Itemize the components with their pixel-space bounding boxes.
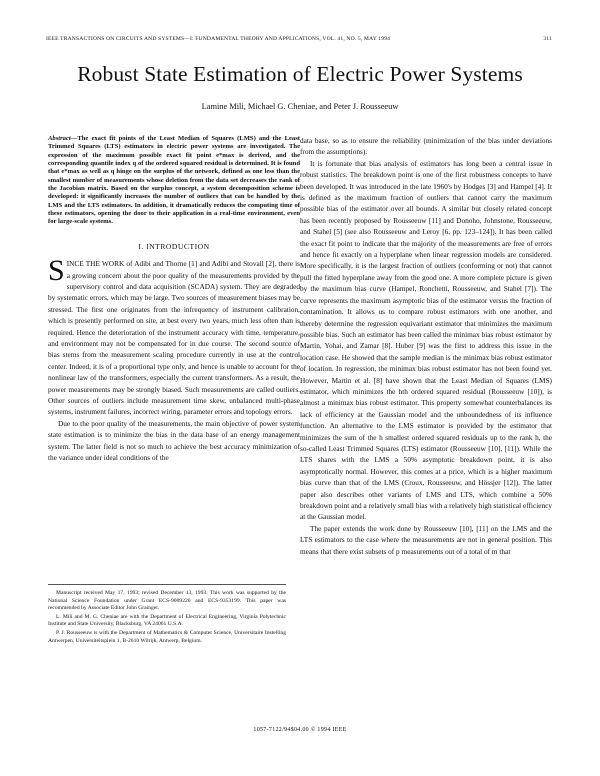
right-paragraph-2: It is fortunate that bias analysis of estimators has long been a central issue in robust statistics. The breakdown point is one of the first robustness concepts to have been developed. It was introduced in the late 1960's by Hodges [3] and Hampel [4]. It is defined as the maximum fraction of outliers that cannot carry the maximum possible bias of the estimator over all bounds. A similar but closely related concept has been recently proposed by Rousseeuw [11] and Donoho, Johnstone, Rousseeuw, and Stahel [5] (see also Rousseeuw and Leroy [6, pp. 123–124]). It has been called the exact fit point to indicate that the majority of the measurements are free of errors and hence fit exactly on a hyperplane when linear regression models are considered. More specifically, it is the largest fraction of outliers (conforming or not) that cannot pull the fitted hyperplane away from the good one. A more complete picture is given by the maximum bias curve (Hampel, Ronchetti, Rousseeuw, and Stahel [7]). The curve represents the maximum asymptotic bias of the estimator versus the fraction of contamination. It allows us to compare robust estimators with one another, and thereby determine the regression equivariant estimator that minimizes the maximum possible bias. Such an estimator has been called the minimax bias robust estimator by Martin, Yohai, and Zamar [8]. Huber [9] was the first to address this issue in the location case. He showed that the sample median is the minimax bias robust estimator of location. In regression, the minimax bias robust estimator has not been found yet. However, Martin et al. [8] have shown that the Least Median of Squares (LMS) estimator, which minimizes the hth ordered squared residual (Rousseeuw [10]), is almost a minimax bias robust estimator. This property somewhat counterbalances its lack of efficiency at the Gaussian model and the unboundedness of its influence function. An alternative to the LMS estimator is provided by the estimator that minimizes the sum of the h smallest ordered squared residuals up to the rank h, the so-called Least Trimmed Squares (LTS) estimator (Rousseeuw [10], [11]). While the LTS shares with the LMS a 50% asymptotic breakdown point, it is also asymptotically normal. However, this comes at a price, which is a higher maximum bias curve than that of the LMS (Croux, Rousseeuw, and Hössjer [12]). The latter paper also describes other variants of LMS and LTS, which combine a 50% breakdown point and a relatively small bias with a relatively high statistical efficiency at the Gaussian model.: [300, 158, 552, 522]
abstract-text: The exact fit points of the Least Median of Squares (LMS) and the Least Trimmed Squares (LTS) estimators in electric power systems are investigated. The expression of the maximum possible exact fit point e*max is derived, and the corresponding quantile index q of the ordered squared residual is determined. It is found that e*max as well as q hinge on the surplus of the network, defined as one less than the smallest number of measurements whose deletion from the data set decreases the rank of the Jacobian matrix. Based on the surplus concept, a system decomposition scheme is developed: it significantly increases the number of outliers that can be handled by the LMS and the LTS estimators. In addition, it dramatically reduces the computing time of these estimators, opening the door to their application in a real-time environment, even for large-scale systems.: [48, 135, 300, 226]
right-paragraph-3: The paper extends the work done by Rousseeuw [10], [11] on the LMS and the LTS estimators to the case where the measurements are not in general position. This means that there exist subsets of p measurements out of a total of m that: [300, 523, 552, 556]
footnotes: [48, 590, 286, 646]
author-list: Lamine Mili, Michael G. Cheniae, and Peter J. Rousseeuw: [201, 102, 399, 111]
drop-cap: S: [48, 254, 65, 288]
footnote-author-antwerp: P. J. Rousseeuw is with the Department of Mathematics & Computer Science, Universitaire Instelling Antwerpen, Universiteitsplein 1, B-2610 Wilrijk, Antwerp, Belgium.: [48, 629, 286, 644]
footnote-manuscript: Manuscript received May 17, 1993; revised December 13, 1993. This work was supported by the National Science Foundation under Grant ECS-9009220 and ECS-9353199. This paper was recommended by Associate Editor John Grainger.: [48, 590, 286, 612]
abstract: [48, 135, 300, 227]
copyright-line: 1057-7122/94$04.00 © 1994 IEEE: [253, 727, 347, 733]
left-column: [48, 135, 300, 464]
abstract-label: Abstract—: [48, 135, 78, 142]
footnote-rule: [48, 584, 286, 585]
intro-text-1: Adibi and Thorne [1] and Adibi and Stovall [2], there is a growing concern about the poor quality of the measurements provided by the supervisory control and data acquisition (SCADA) system. They are degraded by systematic errors, which may be large. Two sources of measurement biases may be stressed. The first one originates from the infrequency of instrument calibration, which is presently performed on site, at best every two years, much less often than is required. Hence the deterioration of the instrument accuracy with time, temperature, and environment may not be compensated for in due course. The second source of bias stems from the measurement scaling procedure currently in use at the control center. Indeed, it is of a proportional type only, and hence is unable to account for the nonlinear law of the transformers, especially the current transformers. As a result, the power measurements may be strongly biased. Such measurements are called outliers. Other sources of outliers include measurement time skew, unbalanced multi-phase systems, instrument failures, incorrect wiring, parameter errors and topology errors.: [48, 259, 300, 417]
journal-header: IEEE TRANSACTIONS ON CIRCUITS AND SYSTEMS—I: FUNDAMENTAL THEORY AND APPLICATIONS, VOL. 41, NO. 5, MAY 1994: [46, 36, 391, 42]
intro-paragraph-2: Due to the poor quality of the measurements, the main objective of power system state estimation is to minimize the bias in the data base of an energy management system. The latter field is not so much to achieve the best accuracy minimization of the variance under ideal conditions of the: [48, 418, 300, 463]
intro-first-words: INCE THE WORK of: [66, 259, 133, 269]
right-column: [300, 135, 552, 557]
intro-paragraph-1: [48, 254, 300, 418]
footnote-authors-vt: L. Mili and M. G. Cheniae are with the Department of Electrical Engineering, Virginia Polytechnic Institute and State University, Blacksburg, VA 24061 U.S.A.: [48, 613, 286, 628]
section-heading: I. INTRODUCTION: [138, 241, 210, 251]
running-head: [46, 36, 552, 42]
page-number: 311: [543, 36, 552, 42]
right-paragraph-1: data base, so as to ensure the reliability (minimization of the bias under deviations from the assumptions).: [300, 136, 552, 157]
paper-title: Robust State Estimation of Electric Power Systems: [77, 62, 523, 86]
